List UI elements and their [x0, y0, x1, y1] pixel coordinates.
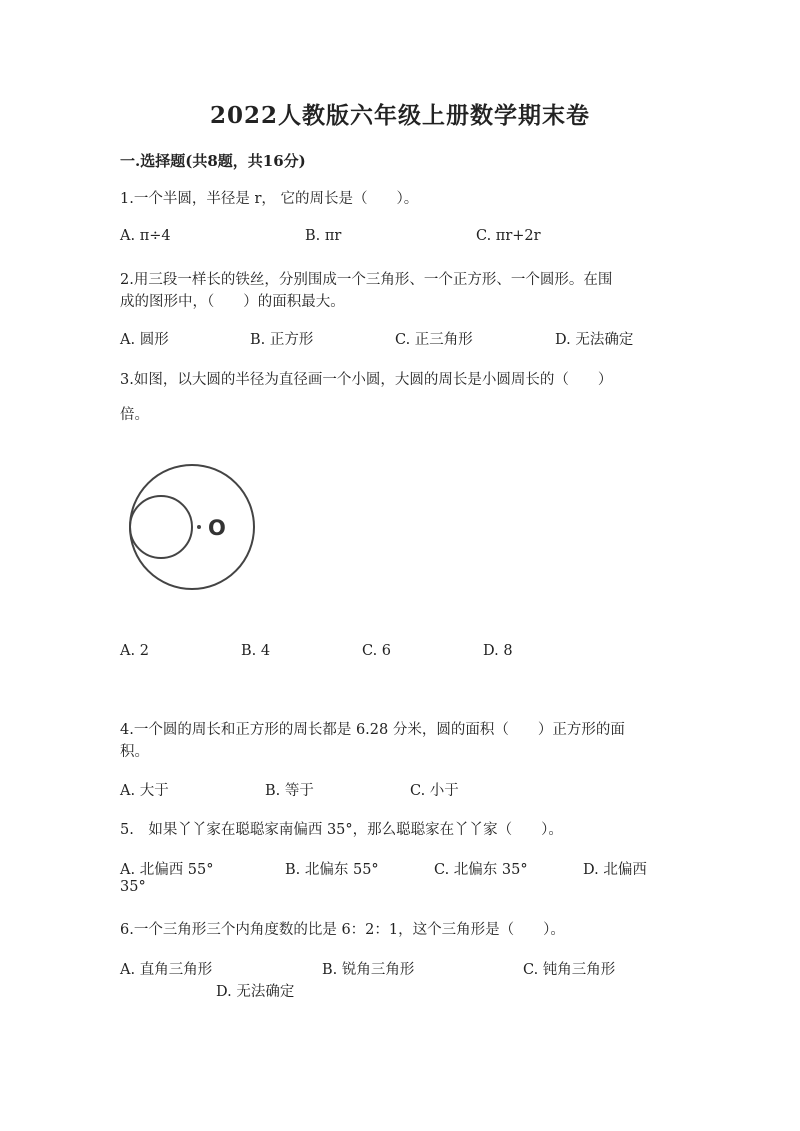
q3-option-a: A. 2 — [120, 643, 149, 659]
center-point — [197, 525, 201, 529]
q4-stem-line2: 积。 — [120, 744, 149, 760]
q5-option-d: D. 北偏西 — [583, 862, 647, 878]
q6-option-c: C. 钝角三角形 — [523, 962, 616, 978]
q5-option-b: B. 北偏东 55° — [285, 862, 379, 878]
q1-option-b: B. πr — [305, 228, 342, 244]
q1-stem: 1.一个半圆，半径是 r， 它的周长是（ ）。 — [120, 191, 419, 207]
q3-option-c: C. 6 — [362, 643, 392, 659]
q2-option-b: B. 正方形 — [250, 332, 314, 348]
q6-stem: 6.一个三角形三个内角度数的比是 6：2：1，这个三角形是（ ）。 — [120, 922, 565, 938]
q1-option-c: C. πr+2r — [476, 228, 541, 244]
page-title: 2022人教版六年级上册数学期末卷 — [209, 102, 590, 129]
circles-figure — [124, 462, 264, 602]
q3-option-d: D. 8 — [483, 643, 513, 659]
q4-stem-line1: 4.一个圆的周长和正方形的周长都是 6.28 分米，圆的面积（ ）正方形的面 — [120, 722, 625, 738]
q6-option-d: D. 无法确定 — [216, 984, 295, 1000]
q5-stem: 5. 如果丫丫家在聪聪家南偏西 35°，那么聪聪家在丫丫家（ ）。 — [120, 822, 563, 838]
q2-stem-line1: 2.用三段一样长的铁丝，分别围成一个三角形、一个正方形、一个圆形。在围 — [120, 272, 613, 288]
q3-option-b: B. 4 — [241, 643, 271, 659]
q3-stem-line2: 倍。 — [120, 407, 149, 423]
q2-option-a: A. 圆形 — [120, 332, 169, 348]
q4-option-c: C. 小于 — [410, 783, 459, 799]
q6-option-b: B. 锐角三角形 — [322, 962, 415, 978]
section-heading: 一.选择题(共8题，共16分) — [120, 152, 306, 170]
center-label-o: O — [208, 516, 226, 540]
small-circle — [130, 496, 192, 558]
q2-stem-line2: 成的图形中，（ ）的面积最大。 — [120, 294, 345, 310]
q3-stem-line1: 3.如图，以大圆的半径为直径画一个小圆，大圆的周长是小圆周长的（ ） — [120, 372, 613, 388]
q4-option-a: A. 大于 — [120, 783, 169, 799]
q5-option-c: C. 北偏东 35° — [434, 862, 528, 878]
q4-option-b: B. 等于 — [265, 783, 314, 799]
q5-option-a: A. 北偏西 55° — [120, 862, 214, 878]
q1-option-a: A. π÷4 — [120, 228, 171, 244]
q6-option-a: A. 直角三角形 — [120, 962, 213, 978]
q2-option-c: C. 正三角形 — [395, 332, 473, 348]
q5-option-d-continued: 35° — [120, 879, 146, 895]
q2-option-d: D. 无法确定 — [555, 332, 634, 348]
